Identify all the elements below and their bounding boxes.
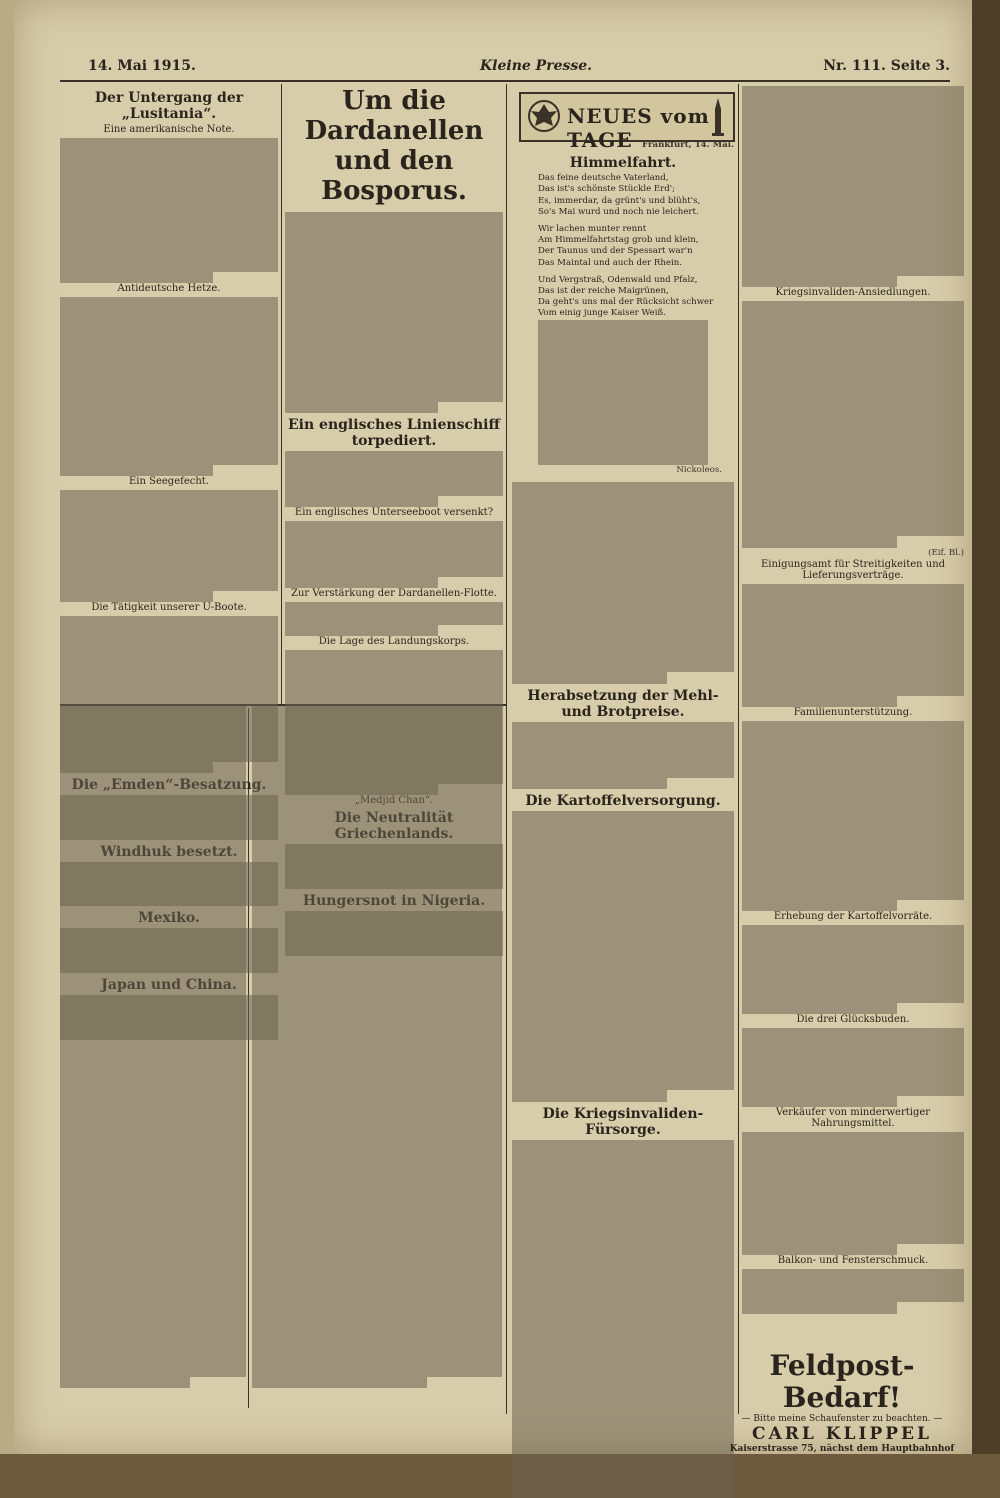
headline-linienschiff: Ein englisches Linienschiff torpediert. — [288, 417, 500, 450]
subhead-familien: Familienunterstützung. — [793, 706, 913, 718]
subhead-seegefecht: Ein Seegefecht. — [129, 476, 209, 488]
dateline: Frankfurt, 14. Mai. — [642, 140, 734, 150]
article-kartoffel-text — [512, 811, 734, 1102]
subhead-verstaerkung: Zur Verstärkung der Dardanellen-Flotte. — [291, 588, 497, 600]
subhead-nahrungsmittel: Verkäufer von minderwertiger Nahrungsmittel. — [775, 1106, 931, 1129]
headline-lusitania: Der Untergang der „Lusitania“. — [94, 90, 244, 122]
ad-headline: Feldpost-Bedarf! — [769, 1349, 915, 1414]
poem-line: Das Maintal und auch der Rhein. — [538, 257, 682, 268]
headline-kartoffel: Die Kartoffelversorgung. — [525, 792, 721, 809]
poem-himmelfahrt — [512, 173, 734, 319]
article-lusitania-text — [60, 138, 278, 283]
poem-line: Und Vergstraß, Odenwald und Pfalz, — [538, 274, 698, 285]
ad-tagline: — Bitte meine Schaufenster zu beachten. — — [741, 1414, 943, 1424]
subhead-note: Eine amerikanische Note. — [103, 124, 235, 135]
poem-line: Am Himmelfahrtstag grob und klein, — [538, 235, 699, 246]
headline-himmelfahrt: Himmelfahrt. — [569, 155, 677, 172]
column-2 — [285, 84, 503, 702]
advertisement-feldpost — [722, 1349, 962, 1454]
subhead-landungskorps: Die Lage des Landungskorps. — [318, 636, 470, 647]
article-balkon-text — [742, 1269, 964, 1314]
eagle-icon — [527, 98, 561, 134]
subhead-gluecksbuden: Die drei Glücksbuden. — [796, 1014, 910, 1026]
issue-date: 14. Mai 1915. — [88, 58, 196, 74]
poem-line: Vom einig junge Kaiser Weiß. — [538, 308, 666, 319]
lower-middle-news — [252, 706, 502, 1406]
article-nahrungsmittel-text — [742, 1132, 964, 1255]
article-theater-text — [252, 706, 502, 1388]
poem-line: Wir lachen munter rennt — [538, 224, 647, 235]
headline-invaliden: Die Kriegsinvaliden-Fürsorge. — [542, 1105, 704, 1138]
article-familien-text — [742, 721, 964, 911]
subhead-unterseeboot: Ein englisches Unterseeboot versenkt? — [294, 507, 494, 519]
subhead-hetze: Antideutsche Hetze. — [117, 283, 221, 295]
poem-line: Da geht's uns mal der Rücksicht schwer — [538, 297, 714, 308]
headline-mehlpreise: Herabsetzung der Mehl- und Brotpreise. — [527, 687, 719, 720]
poem-signature: Nickoleos. — [676, 465, 722, 476]
masthead-title: NEUES vom TAGE — [567, 104, 710, 152]
column-3 — [512, 140, 734, 1410]
poem-line: Es, immerdar, da grünt's und blüht's, — [538, 195, 701, 206]
subhead-einigungsamt: Einigungsamt für Streitigkeiten und Lieferungsverträge. — [760, 558, 946, 581]
poem-line: Das feine deutsche Vaterland, — [538, 173, 669, 184]
subhead-balkon: Balkon- und Fensterschmuck. — [777, 1254, 929, 1266]
binding-edge-right — [972, 0, 1000, 1454]
poem-continued — [512, 320, 708, 465]
subhead-ubootte: Die Tätigkeit unserer U-Boote. — [91, 602, 247, 614]
poem-line: Der Taunus und der Spessart war'n — [538, 246, 693, 257]
article-einigungsamt-text — [742, 584, 964, 707]
headline-dardanellen: Um die Dardanellen und den Bosporus. — [304, 86, 484, 206]
article-signed: (Eif. Bl.) — [928, 547, 964, 558]
poem-line: So's Mai wurd und noch nie leichert. — [538, 206, 699, 217]
paper-name: Kleine Presse. — [480, 58, 593, 74]
article-verstaerkung-text — [285, 602, 503, 636]
column-4 — [742, 86, 964, 1346]
ad-firm: CARL KLIPPEL — [752, 1424, 932, 1444]
article-linienschiff-text — [285, 451, 503, 507]
article-gluecksbuden-text — [742, 1028, 964, 1106]
article-invaliden-text — [512, 1140, 734, 1498]
article-kartoffelvorraete-text — [742, 925, 964, 1015]
article-hetze-text — [60, 297, 278, 476]
column-rule-3 — [738, 84, 739, 1414]
column-rule-1 — [281, 84, 282, 704]
subhead-kartoffelvorraete: Erhebung der Kartoffelvorräte. — [773, 910, 933, 922]
article-mehlpreise-text — [512, 722, 734, 789]
article-ansiedlungen-text — [742, 301, 964, 547]
lower-left-news — [60, 706, 246, 1406]
column-1-news — [60, 540, 278, 702]
poem-line: Das ist's schönste Stückle Erd'; — [538, 184, 676, 195]
article-hinterbliebene-text — [742, 86, 964, 287]
page-header — [60, 58, 950, 80]
header-rule — [60, 80, 950, 82]
ad-address: Kaiserstrasse 75, nächst dem Hauptbahnhof — [729, 1444, 955, 1454]
article-buehne-text — [60, 706, 246, 1388]
column-rule-2 — [506, 84, 507, 1414]
tower-icon — [709, 97, 727, 137]
subhead-ansiedlungen: Kriegsinvaliden-Ansiedlungen. — [775, 287, 931, 299]
article-dardanellen-text — [285, 212, 503, 413]
article-bahnverkehr-text — [512, 482, 734, 683]
binding-edge-left — [0, 0, 15, 1454]
poem-line: Das ist der reiche Maigrünen, — [538, 286, 669, 297]
article-unterseeboot-text — [285, 521, 503, 588]
page-number: Nr. 111. Seite 3. — [823, 58, 950, 74]
